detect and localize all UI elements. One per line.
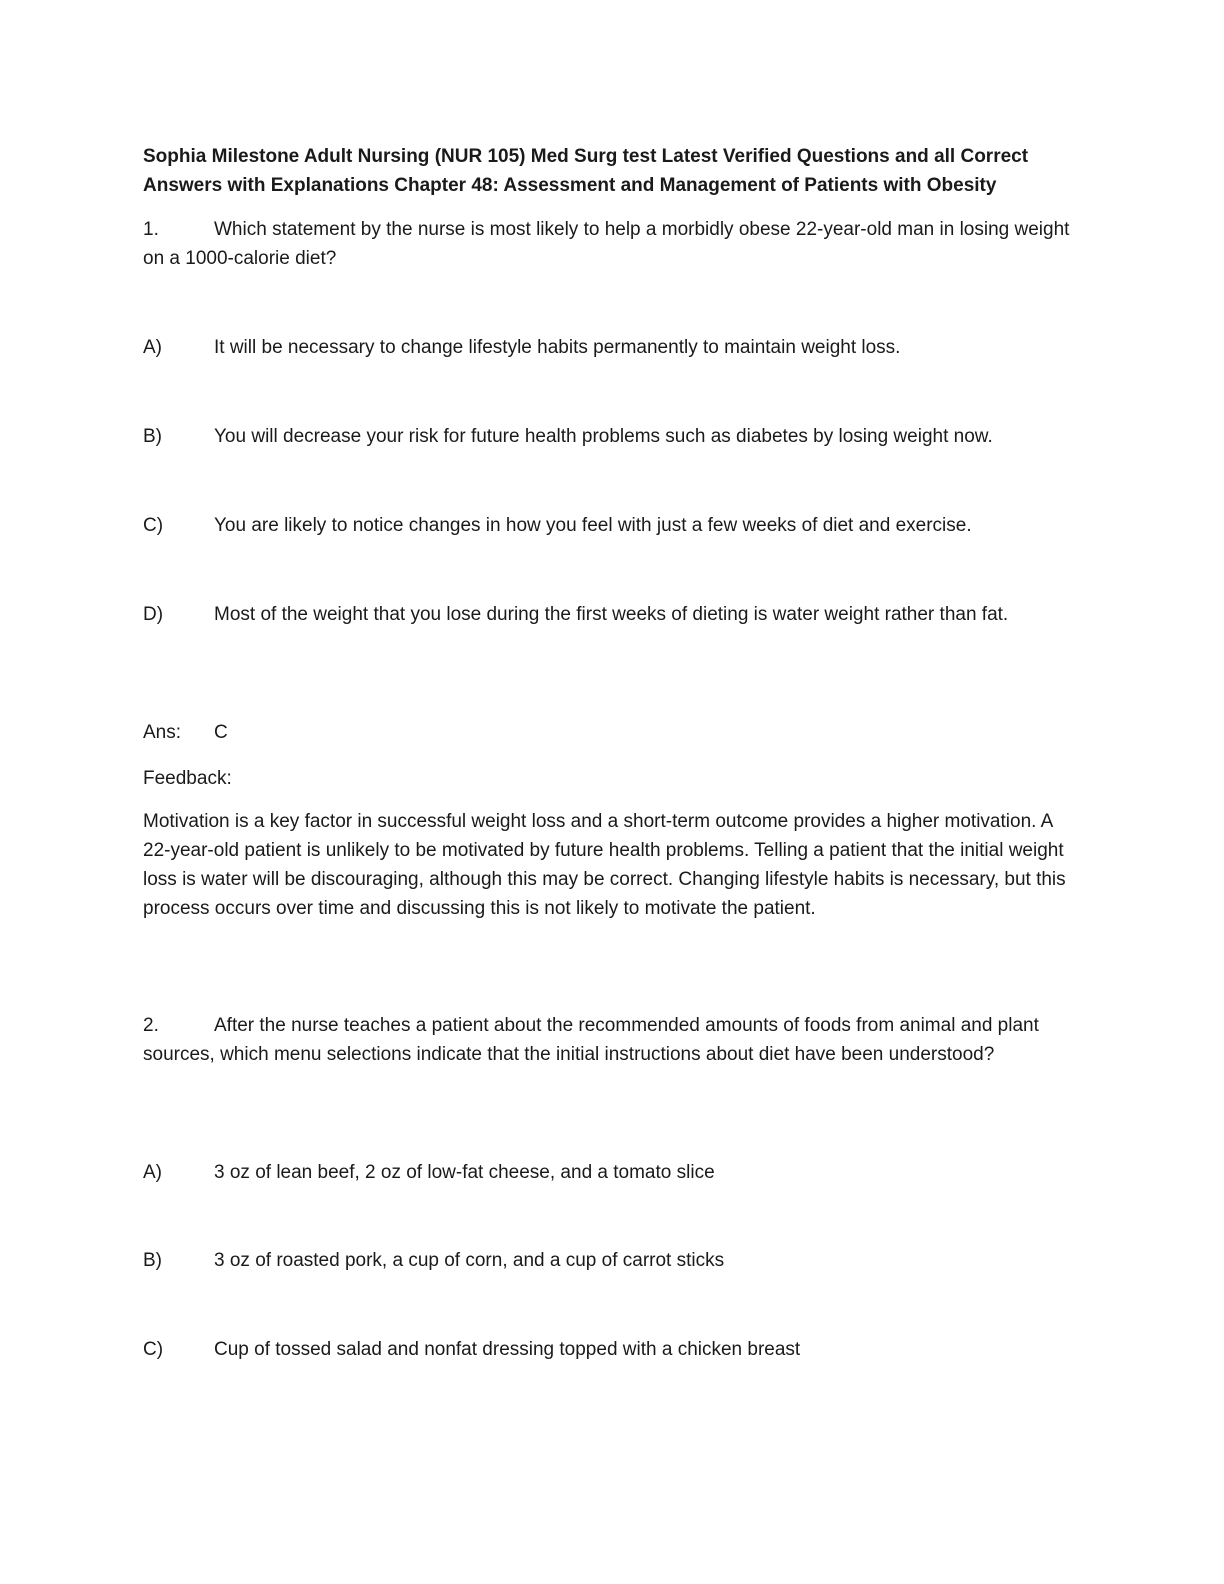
option-letter: A)	[143, 1162, 162, 1183]
option-text: It will be necessary to change lifestyle habits permanently to maintain weight loss.	[214, 337, 901, 358]
question-number: 2.	[143, 1015, 159, 1036]
option-text: You are likely to notice changes in how you feel with just a few weeks of diet and exercise.	[214, 515, 972, 536]
feedback-label: Feedback:	[143, 768, 232, 789]
question-stem: After the nurse teaches a patient about the recommended amounts of foods from animal and plant sources, which menu selections indicate that the initial instructions about diet have been understood?	[143, 1015, 1039, 1065]
option-text: Most of the weight that you lose during the first weeks of dieting is water weight rather than fat.	[214, 604, 1009, 625]
answer-option	[143, 333, 1073, 362]
question-number: 1.	[143, 219, 159, 240]
answer-option	[143, 511, 1073, 540]
answer-option	[143, 600, 1073, 629]
option-letter: B)	[143, 1250, 162, 1271]
option-text: 3 oz of roasted pork, a cup of corn, and a cup of carrot sticks	[214, 1250, 725, 1271]
question-stem: Which statement by the nurse is most likely to help a morbidly obese 22-year-old man in losing weight on a 1000-calorie diet?	[143, 219, 1070, 269]
question-1	[143, 215, 1073, 273]
option-letter: A)	[143, 337, 162, 358]
option-letter: C)	[143, 1339, 164, 1360]
option-letter: B)	[143, 426, 162, 447]
question-2	[143, 1011, 1073, 1069]
option-text: 3 oz of lean beef, 2 oz of low-fat cheese, and a tomato slice	[214, 1162, 715, 1183]
option-letter: D)	[143, 604, 164, 625]
answer-option	[143, 1335, 1073, 1364]
answer-option	[143, 1158, 1073, 1187]
answer-value: C	[214, 722, 228, 743]
answer-option	[143, 422, 1073, 451]
answer-option	[143, 1246, 1073, 1275]
option-text: You will decrease your risk for future health problems such as diabetes by losing weight now.	[214, 426, 993, 447]
answer-label: Ans:	[143, 722, 182, 743]
option-letter: C)	[143, 515, 164, 536]
feedback-text: Motivation is a key factor in successful weight loss and a short-term outcome provides a higher motivation. A 22-year-old patient is unlikely to be motivated by future health problems. Telling a patient that the initial weight loss is water will be discouraging, although this may be correct. Changing lifestyle habits is necessary, but this process occurs over time and discussing this is not likely to motivate the patient.	[143, 811, 1066, 919]
document-title: Sophia Milestone Adult Nursing (NUR 105) Med Surg test Latest Verified Questions and all Correct Answers with Explanations Chapter 48: Assessment and Management of Patients with Obesity	[143, 146, 1029, 196]
option-text: Cup of tossed salad and nonfat dressing topped with a chicken breast	[214, 1339, 801, 1360]
answer-key	[143, 718, 1073, 747]
